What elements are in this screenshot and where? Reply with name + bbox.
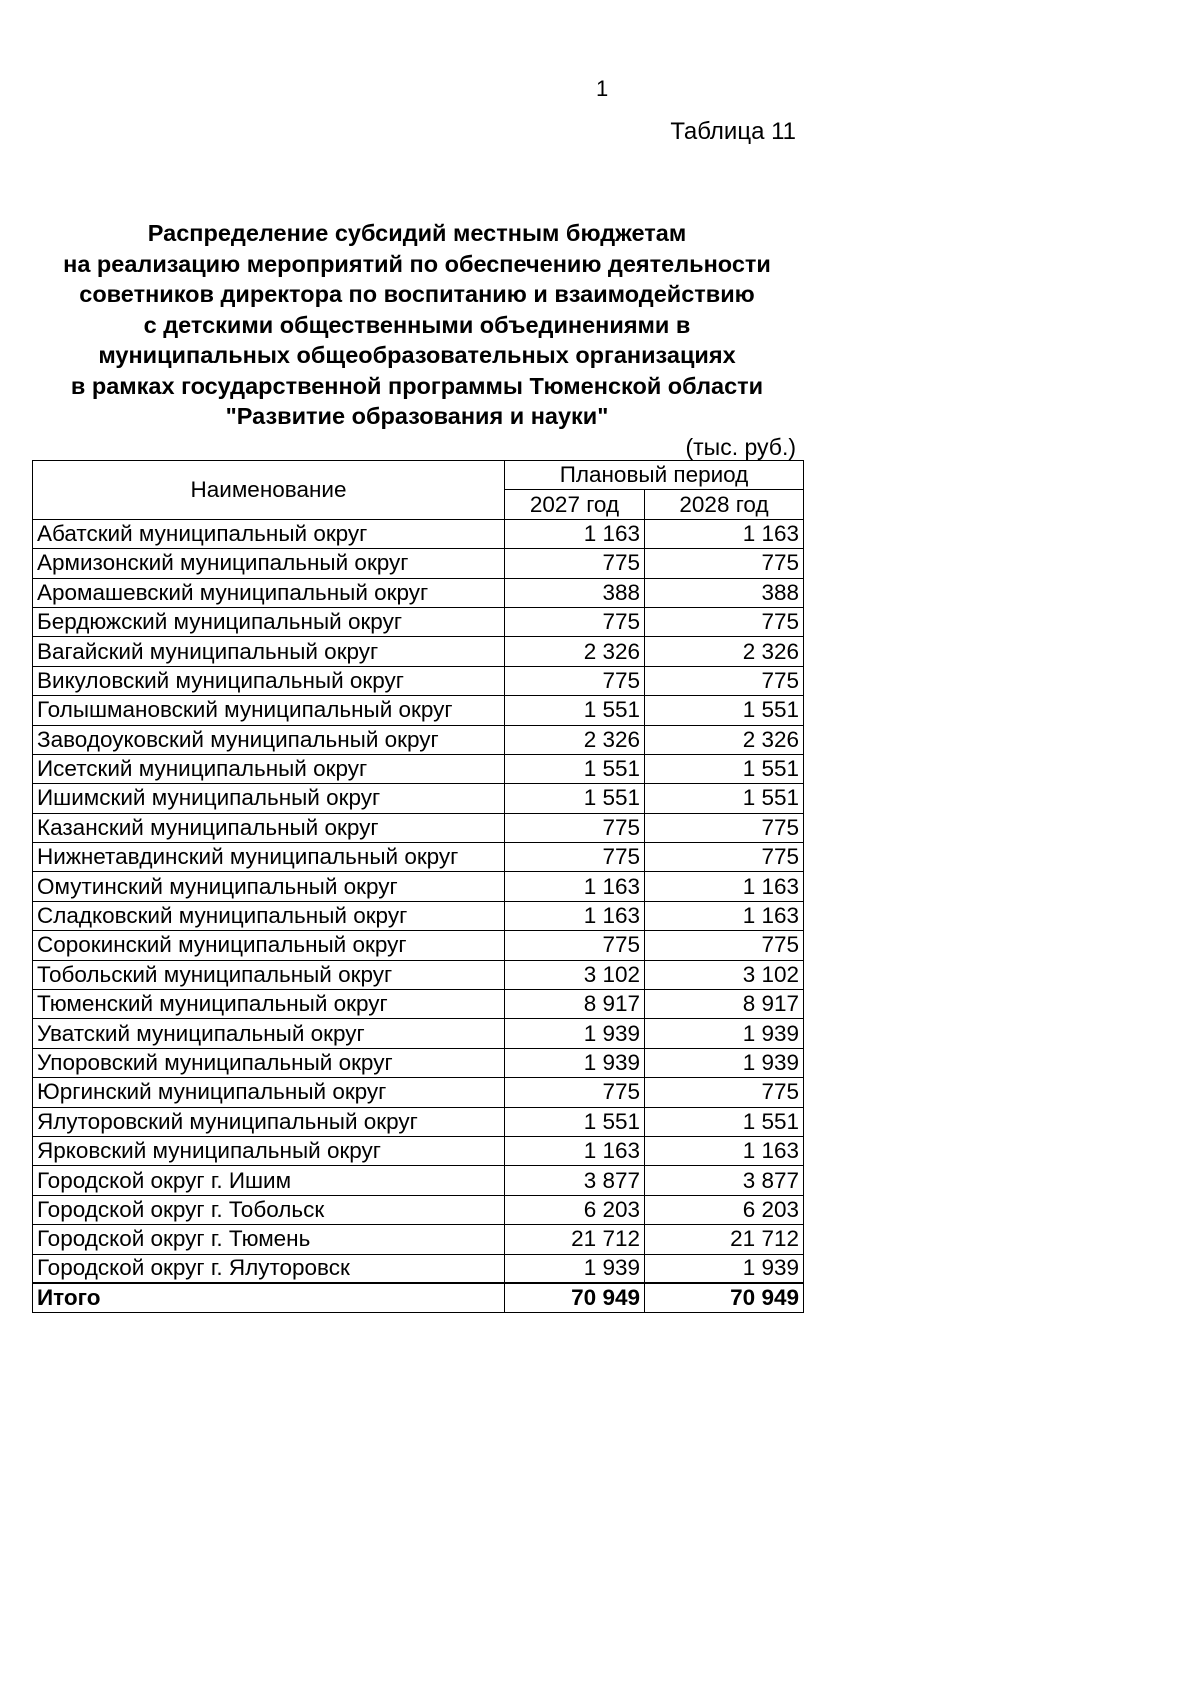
row-2028-value: 775 bbox=[645, 549, 804, 578]
title-line: Распределение субсидий местным бюджетам bbox=[147, 220, 687, 246]
table-row bbox=[33, 1136, 804, 1165]
table-row bbox=[33, 843, 804, 872]
allocation-table bbox=[32, 460, 804, 1313]
row-2027-value: 6 203 bbox=[505, 1195, 645, 1224]
units-label: (тыс. руб.) bbox=[685, 434, 796, 460]
row-2028-value: 775 bbox=[645, 843, 804, 872]
row-2027-value: 775 bbox=[505, 931, 645, 960]
table-row bbox=[33, 960, 804, 989]
row-2027-value: 1 163 bbox=[505, 872, 645, 901]
row-2027-value: 1 551 bbox=[505, 754, 645, 783]
row-2027-value: 388 bbox=[505, 578, 645, 607]
table-row bbox=[33, 1078, 804, 1107]
row-2028-value: 1 163 bbox=[645, 519, 804, 548]
row-2027-value: 3 102 bbox=[505, 960, 645, 989]
row-2027-value: 775 bbox=[505, 813, 645, 842]
table-body bbox=[33, 519, 804, 1313]
row-name-cell: Городской округ г. Тюмень bbox=[33, 1225, 505, 1254]
row-name-cell: Городской округ г. Ялуторовск bbox=[33, 1254, 505, 1283]
row-2027-value: 775 bbox=[505, 1078, 645, 1107]
row-name-cell: Юргинский муниципальный округ bbox=[33, 1078, 505, 1107]
row-name-cell: Викуловский муниципальный округ bbox=[33, 666, 505, 695]
row-name-cell: Городской округ г. Ишим bbox=[33, 1166, 505, 1195]
row-2028-value: 6 203 bbox=[645, 1195, 804, 1224]
row-2028-value: 1 551 bbox=[645, 696, 804, 725]
document-title bbox=[32, 218, 802, 432]
header-planned-period: Плановый период bbox=[505, 461, 804, 490]
row-2028-value: 775 bbox=[645, 1078, 804, 1107]
row-name-cell: Бердюжский муниципальный округ bbox=[33, 607, 505, 636]
table-row bbox=[33, 990, 804, 1019]
row-2028-value: 775 bbox=[645, 931, 804, 960]
table-row bbox=[33, 578, 804, 607]
table-row bbox=[33, 1166, 804, 1195]
row-2028-value: 1 551 bbox=[645, 1107, 804, 1136]
row-2027-value: 1 163 bbox=[505, 1136, 645, 1165]
table-row bbox=[33, 1019, 804, 1048]
table-row bbox=[33, 784, 804, 813]
row-2028-value: 1 551 bbox=[645, 784, 804, 813]
row-2027-value: 21 712 bbox=[505, 1225, 645, 1254]
table-row bbox=[33, 1195, 804, 1224]
row-2027-value: 1 163 bbox=[505, 519, 645, 548]
row-2027-value: 1 939 bbox=[505, 1254, 645, 1283]
row-2028-value: 1 551 bbox=[645, 754, 804, 783]
table-row bbox=[33, 637, 804, 666]
row-2027-value: 775 bbox=[505, 843, 645, 872]
row-name-cell: Казанский муниципальный округ bbox=[33, 813, 505, 842]
table-row bbox=[33, 931, 804, 960]
header-year-2027: 2027 год bbox=[505, 490, 645, 519]
row-2027-value: 1 939 bbox=[505, 1048, 645, 1077]
row-2027-value: 1 551 bbox=[505, 696, 645, 725]
row-name-cell: Тобольский муниципальный округ bbox=[33, 960, 505, 989]
row-name-cell: Сладковский муниципальный округ bbox=[33, 901, 505, 930]
table-row bbox=[33, 666, 804, 695]
row-2028-value: 8 917 bbox=[645, 990, 804, 1019]
row-name-cell: Сорокинский муниципальный округ bbox=[33, 931, 505, 960]
title-line: на реализацию мероприятий по обеспечению деятельности bbox=[63, 250, 771, 277]
table-row bbox=[33, 549, 804, 578]
title-line: "Развитие образования и науки" bbox=[225, 403, 609, 429]
row-2028-value: 1 163 bbox=[645, 872, 804, 901]
row-2027-value: 2 326 bbox=[505, 637, 645, 666]
table-row bbox=[33, 1225, 804, 1254]
row-name-cell: Уватский муниципальный округ bbox=[33, 1019, 505, 1048]
table-row bbox=[33, 1107, 804, 1136]
row-name-cell: Исетский муниципальный округ bbox=[33, 754, 505, 783]
header-name: Наименование bbox=[33, 461, 505, 520]
row-2027-value: 1 551 bbox=[505, 784, 645, 813]
row-name-cell: Омутинский муниципальный округ bbox=[33, 872, 505, 901]
row-2027-value: 3 877 bbox=[505, 1166, 645, 1195]
row-2028-value: 1 939 bbox=[645, 1048, 804, 1077]
total-2027-value: 70 949 bbox=[505, 1283, 645, 1312]
row-2028-value: 1 163 bbox=[645, 1136, 804, 1165]
row-2028-value: 1 939 bbox=[645, 1254, 804, 1283]
row-name-cell: Абатский муниципальный округ bbox=[33, 519, 505, 548]
row-name-cell: Ялуторовский муниципальный округ bbox=[33, 1107, 505, 1136]
row-2028-value: 2 326 bbox=[645, 725, 804, 754]
row-2028-value: 21 712 bbox=[645, 1225, 804, 1254]
total-label: Итого bbox=[33, 1283, 505, 1312]
row-2027-value: 2 326 bbox=[505, 725, 645, 754]
row-name-cell: Голышмановский муниципальный округ bbox=[33, 696, 505, 725]
row-name-cell: Нижнетавдинский муниципальный округ bbox=[33, 843, 505, 872]
total-2028-value: 70 949 bbox=[645, 1283, 804, 1312]
title-line: с детскими общественными объединениями в bbox=[143, 311, 691, 338]
table-row bbox=[33, 1254, 804, 1283]
row-2027-value: 1 939 bbox=[505, 1019, 645, 1048]
page-number: 1 bbox=[596, 76, 609, 101]
title-line: муниципальных общеобразовательных организациях bbox=[98, 342, 736, 368]
row-2028-value: 2 326 bbox=[645, 637, 804, 666]
table-row bbox=[33, 519, 804, 548]
table-row bbox=[33, 725, 804, 754]
row-name-cell: Упоровский муниципальный округ bbox=[33, 1048, 505, 1077]
row-name-cell: Заводоуковский муниципальный округ bbox=[33, 725, 505, 754]
row-2028-value: 775 bbox=[645, 666, 804, 695]
table-row bbox=[33, 607, 804, 636]
table-row bbox=[33, 872, 804, 901]
row-2028-value: 1 939 bbox=[645, 1019, 804, 1048]
total-row bbox=[33, 1283, 804, 1312]
row-2028-value: 3 877 bbox=[645, 1166, 804, 1195]
row-name-cell: Армизонский муниципальный округ bbox=[33, 549, 505, 578]
row-name-cell: Тюменский муниципальный округ bbox=[33, 990, 505, 1019]
row-name-cell: Аромашевский муниципальный округ bbox=[33, 578, 505, 607]
table-row bbox=[33, 901, 804, 930]
row-name-cell: Вагайский муниципальный округ bbox=[33, 637, 505, 666]
row-name-cell: Городской округ г. Тобольск bbox=[33, 1195, 505, 1224]
title-line: в рамках государственной программы Тюменской области bbox=[70, 372, 764, 399]
table-number: Таблица 11 bbox=[670, 118, 796, 145]
row-2028-value: 775 bbox=[645, 607, 804, 636]
table-row bbox=[33, 1048, 804, 1077]
row-2028-value: 1 163 bbox=[645, 901, 804, 930]
row-2027-value: 1 163 bbox=[505, 901, 645, 930]
table-row bbox=[33, 696, 804, 725]
table-row bbox=[33, 754, 804, 783]
title-line: советников директора по воспитанию и взаимодействию bbox=[79, 281, 755, 307]
row-2027-value: 1 551 bbox=[505, 1107, 645, 1136]
row-2027-value: 775 bbox=[505, 607, 645, 636]
header-year-2028: 2028 год bbox=[645, 490, 804, 519]
row-2028-value: 3 102 bbox=[645, 960, 804, 989]
table-row bbox=[33, 813, 804, 842]
row-name-cell: Ярковский муниципальный округ bbox=[33, 1136, 505, 1165]
row-name-cell: Ишимский муниципальный округ bbox=[33, 784, 505, 813]
row-2028-value: 775 bbox=[645, 813, 804, 842]
row-2027-value: 775 bbox=[505, 549, 645, 578]
row-2027-value: 775 bbox=[505, 666, 645, 695]
row-2028-value: 388 bbox=[645, 578, 804, 607]
row-2027-value: 8 917 bbox=[505, 990, 645, 1019]
